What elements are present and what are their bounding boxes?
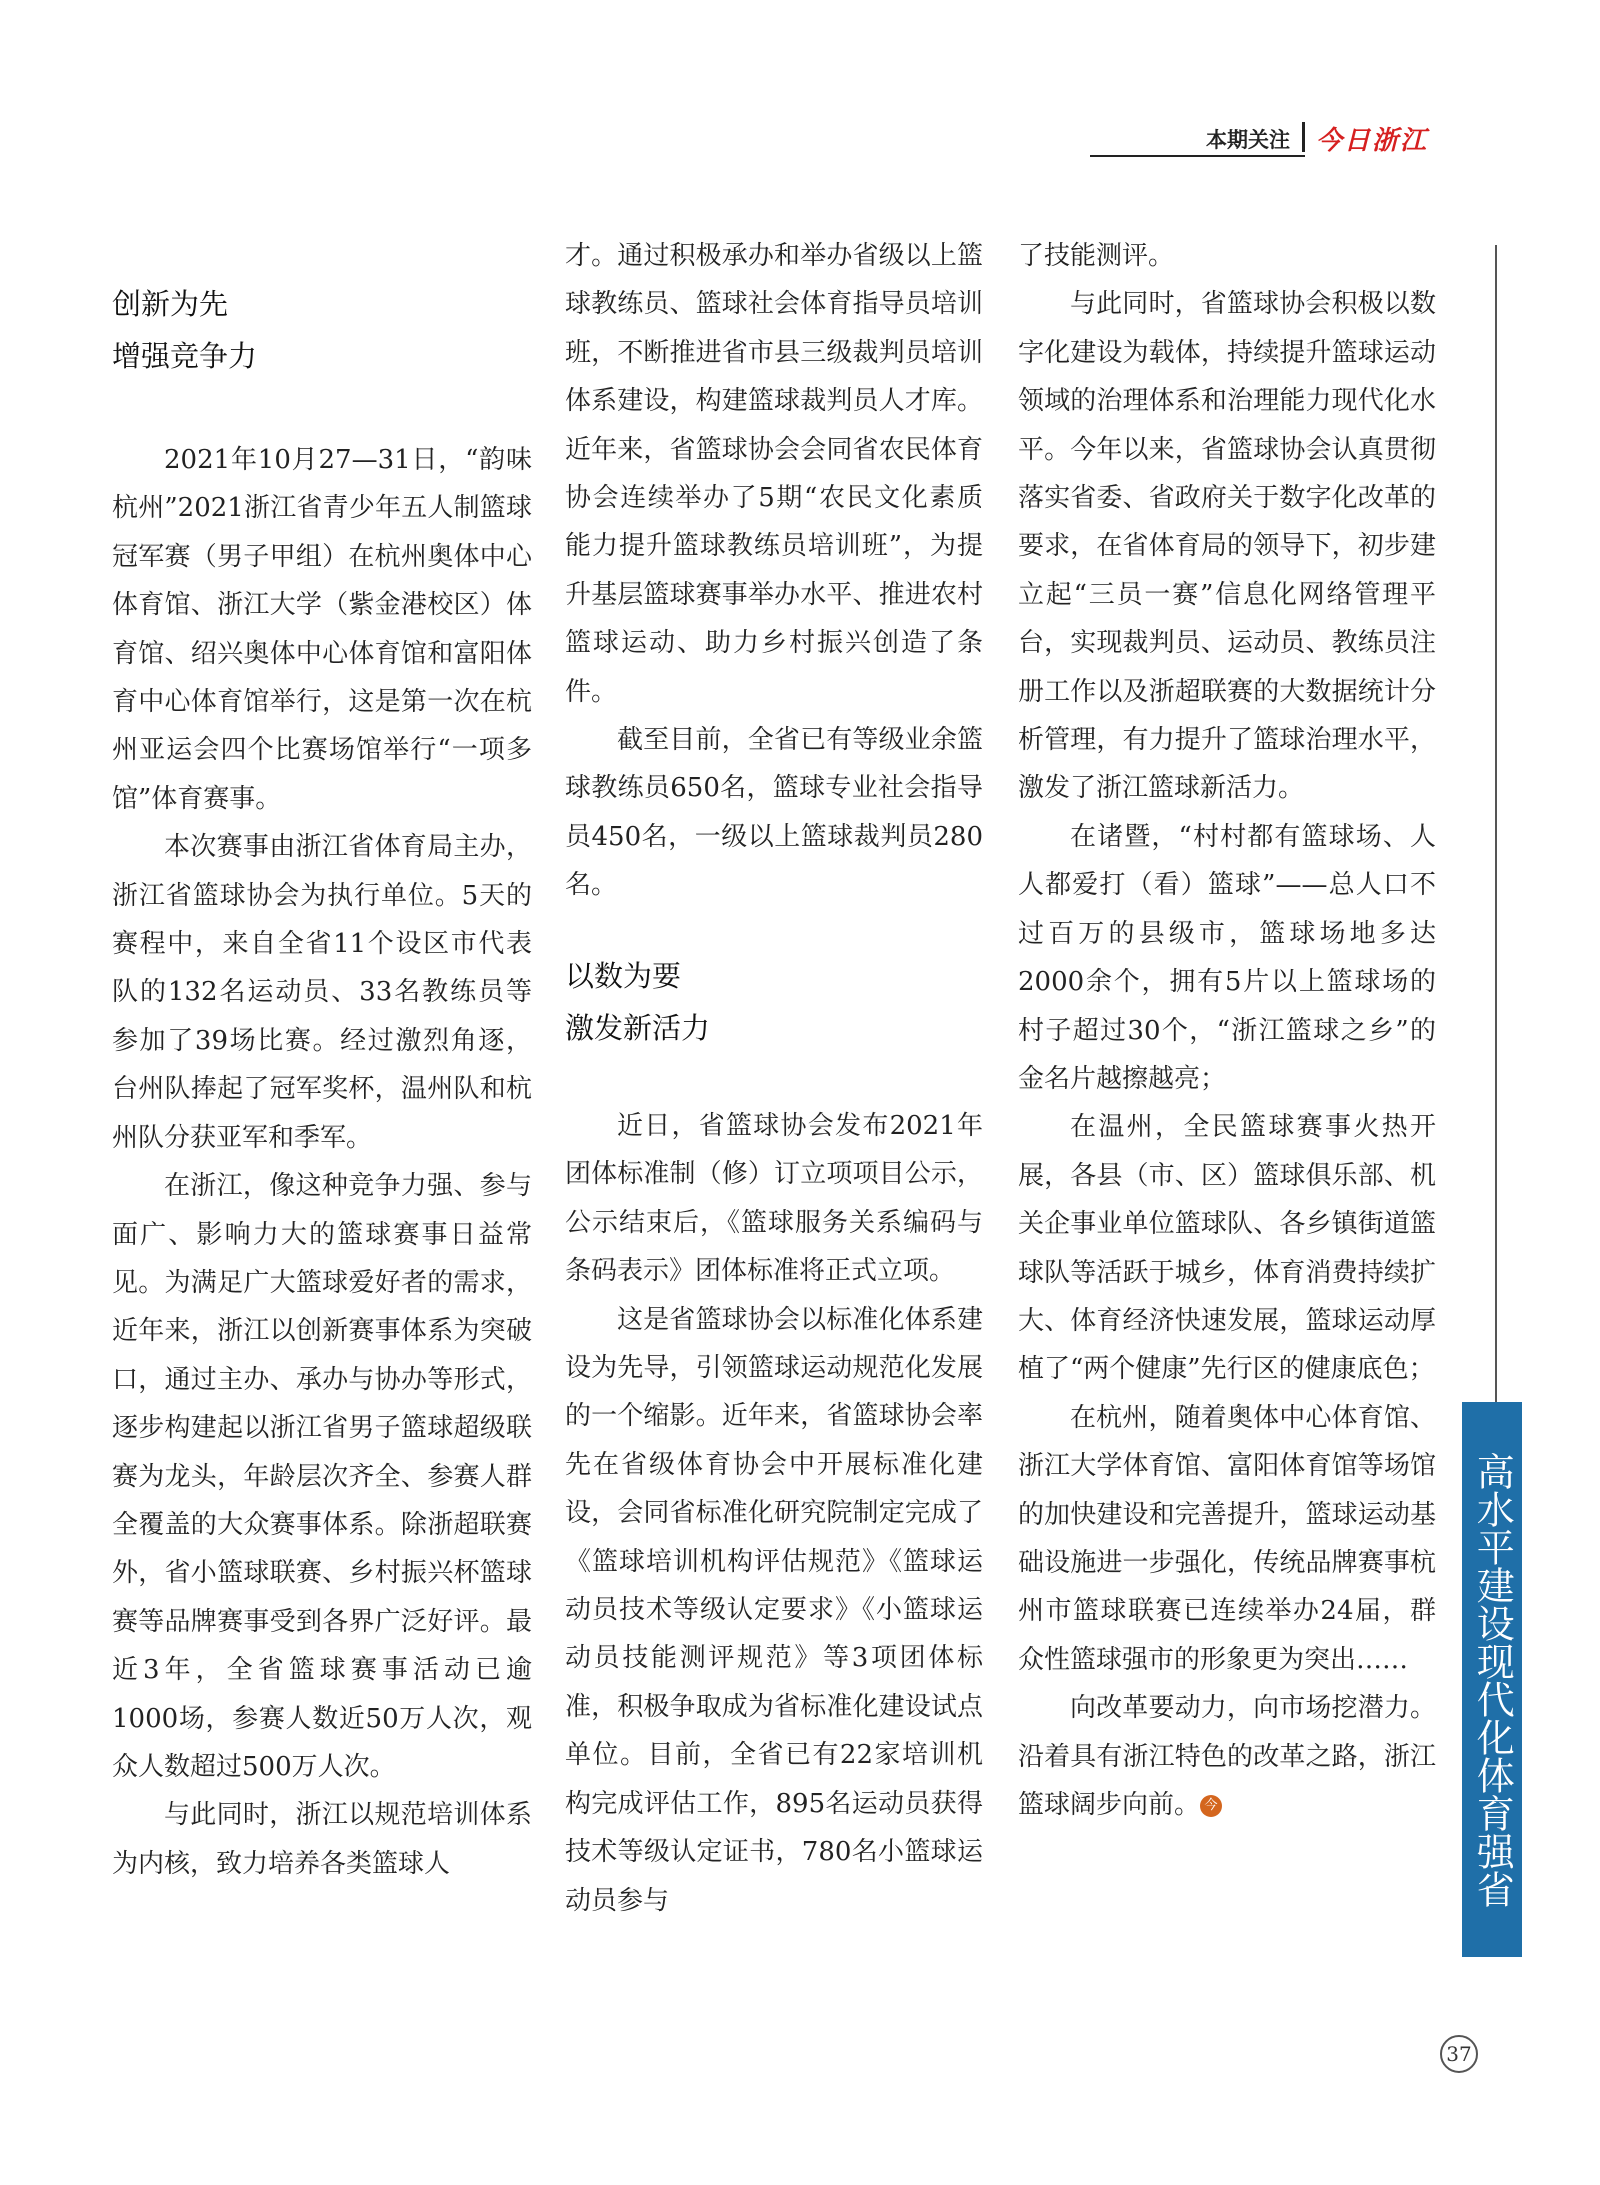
page-number: 37: [1440, 2035, 1478, 2073]
column-2-lower: [565, 1102, 983, 1925]
section-heading-data: [565, 950, 710, 1054]
header-divider: [1302, 122, 1305, 152]
heading-line: 以数为要: [565, 959, 682, 993]
header-rule: [1090, 155, 1305, 157]
page-header: [1090, 120, 1440, 160]
section-heading-innovation: [112, 278, 257, 382]
paragraph-final: [1018, 1684, 1436, 1829]
paragraph: 近日，省篮球协会发布2021年团体标准制（修）订立项项目公示，公示结束后，《篮球服务关系编码与条码表示》团体标准将正式立项。: [565, 1111, 983, 1287]
paragraph: 截至目前，全省已有等级业余篮球教练员650名，篮球专业社会指导员450名，一级以上篮球裁判员280名。: [565, 725, 983, 901]
paragraph: 2021年10月27—31日，“韵味杭州”2021浙江省青少年五人制篮球冠军赛（男子甲组）在杭州奥体中心体育馆、浙江大学（紫金港校区）体育馆、绍兴奥体中心体育馆和富阳体育中心体育馆举行，这是第一次在杭州亚运会四个比赛场馆举行“一项多馆”体育赛事。: [112, 445, 532, 814]
end-mark-icon: 今: [1200, 1795, 1222, 1817]
paragraph: 才。通过积极承办和举办省级以上篮球教练员、篮球社会体育指导员培训班，不断推进省市县三级裁判员培训体系建设，构建篮球裁判员人才库。近年来，省篮球协会会同省农民体育协会连续举办了5期“农民文化素质能力提升篮球教练员培训班”，为提升基层篮球赛事举办水平、推进农村篮球运动、助力乡村振兴创造了条件。: [565, 241, 983, 707]
magazine-logo: 今日浙江: [1316, 126, 1429, 156]
paragraph: 这是省篮球协会以标准化体系建设为先导，引领篮球运动规范化发展的一个缩影。近年来，省篮球协会率先在省级体育协会中开展标准化建设，会同省标准化研究院制定完成了《篮球培训机构评估规范》《篮球运动员技术等级认定要求》《小篮球运动员技能测评规范》等3项团体标准，积极争取成为省标准化建设试点单位。目前，全省已有22家培训机构完成评估工作，895名运动员获得技术等级认定证书，780名小篮球运动员参与: [565, 1304, 983, 1916]
paragraph: 在浙江，像这种竞争力强、参与面广、影响力大的篮球赛事日益常见。为满足广大篮球爱好者的需求，近年来，浙江以创新赛事体系为突破口，通过主办、承办与协办等形式，逐步构建起以浙江省男子篮球超级联赛为龙头，年龄层次齐全、参赛人群全覆盖的大众赛事体系。除浙超联赛外，省小篮球联赛、乡村振兴杯篮球赛等品牌赛事受到各界广泛好评。最近3年，全省篮球赛事活动已逾1000场，参赛人数近50万人次，观众人数超过500万人次。: [112, 1171, 532, 1782]
paragraph: 在杭州，随着奥体中心体育馆、浙江大学体育馆、富阳体育馆等场馆的加快建设和完善提升，篮球运动基础设施进一步强化，传统品牌赛事杭州市篮球联赛已连续举办24届，群众性篮球强市的形象更为突出……: [1018, 1402, 1436, 1675]
paragraph: 在诸暨，“村村都有篮球场、人人都爱打（看）篮球”——总人口不过百万的县级市，篮球场地多达2000余个，拥有5片以上篮球场的村子超过30个，“浙江篮球之乡”的金名片越擦越亮；: [1018, 821, 1436, 1094]
side-banner: 高水平建设现代化体育强省: [1462, 1402, 1522, 1957]
paragraph-text: 向改革要动力，向市场挖潜力。沿着具有浙江特色的改革之路，浙江篮球阔步向前。: [1018, 1693, 1436, 1820]
column-2: [565, 232, 983, 910]
column-3: [1018, 232, 1436, 1829]
heading-line: 增强竞争力: [112, 339, 258, 373]
paragraph: 本次赛事由浙江省体育局主办，浙江省篮球协会为执行单位。5天的赛程中，来自全省11个设区市代表队的132名运动员、33名教练员等参加了39场比赛。经过激烈角逐，台州队捧起了冠军奖杯，温州队和杭州队分获亚军和季军。: [112, 832, 532, 1153]
column-1: [112, 436, 532, 1888]
heading-line: 激发新活力: [565, 1011, 711, 1045]
heading-line: 创新为先: [112, 287, 229, 321]
paragraph: 在温州，全民篮球赛事火热开展，各县（市、区）篮球俱乐部、机关企事业单位篮球队、各乡镇街道篮球队等活跃于城乡，体育消费持续扩大、体育经济快速发展，篮球运动厚植了“两个健康”先行区的健康底色；: [1018, 1112, 1436, 1385]
section-label: 本期关注: [1206, 128, 1290, 152]
paragraph: 了技能测评。: [1018, 241, 1175, 271]
paragraph: 与此同时，省篮球协会积极以数字化建设为载体，持续提升篮球运动领域的治理体系和治理能力现代化水平。今年以来，省篮球协会认真贯彻落实省委、省政府关于数字化改革的要求，在省体育局的领导下，初步建立起“三员一赛”信息化网络管理平台，实现裁判员、运动员、教练员注册工作以及浙超联赛的大数据统计分析管理，有力提升了篮球治理水平，激发了浙江篮球新活力。: [1018, 289, 1436, 804]
paragraph: 与此同时，浙江以规范培训体系为内核，致力培养各类篮球人: [112, 1800, 532, 1879]
